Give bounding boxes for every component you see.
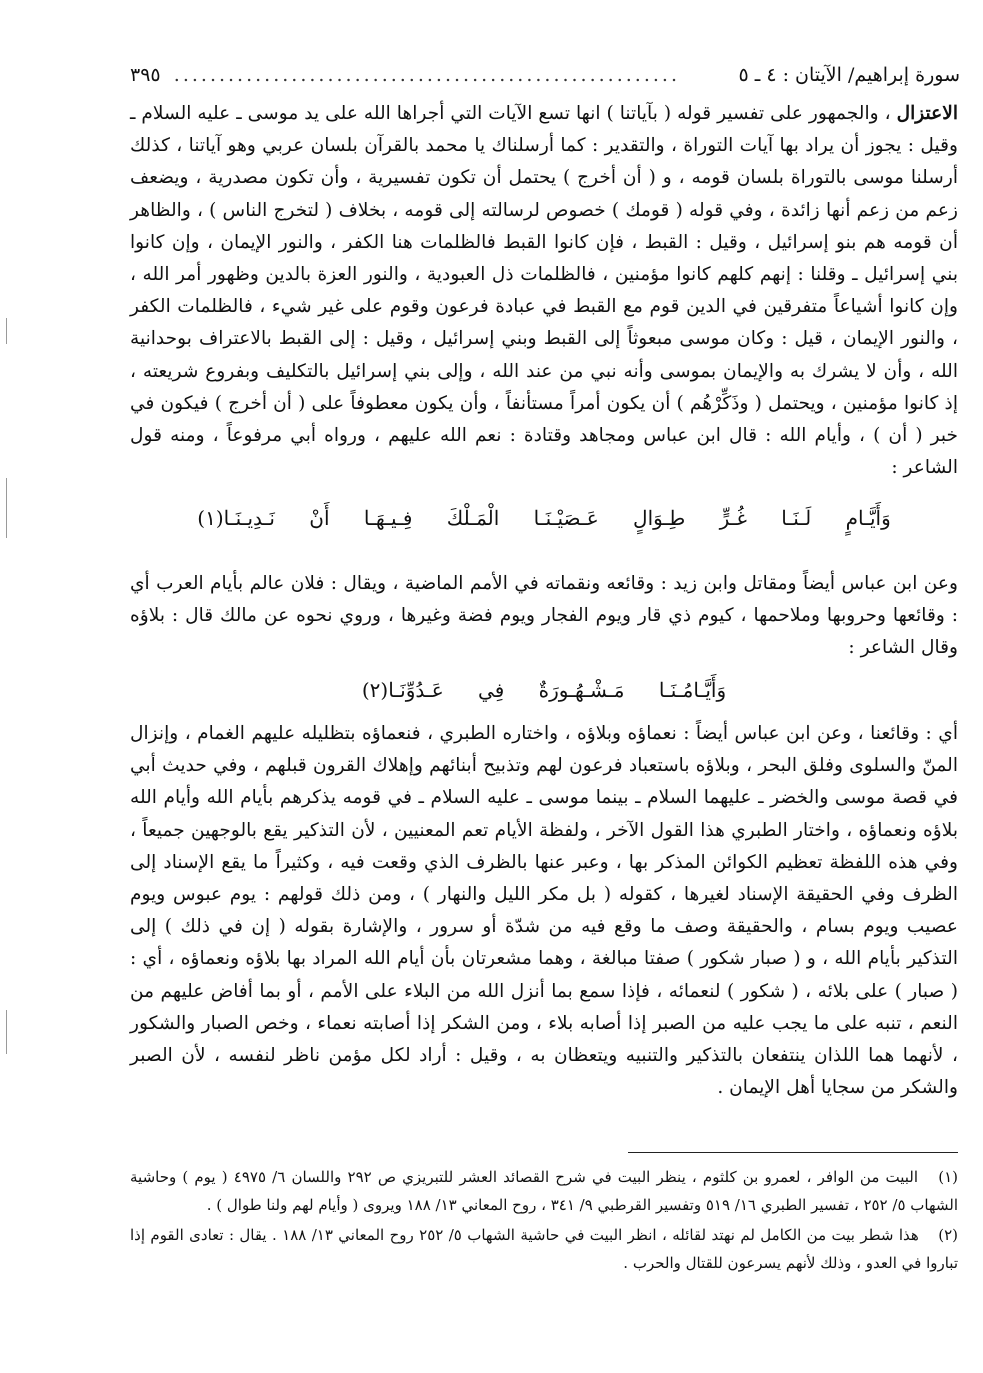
footnote (130, 1222, 958, 1277)
paragraph-text: أي : وقائعنا ، وعن ابن عباس أيضاً : نعماؤه وبلاؤه ، واختاره الطبري ، فنعماؤه بتظليله عليهم الغمام ، وإنزال المنّ والسلوى وفلق البحر ، وبلاؤه باستعباد فرعون لهم وتذبيح أبنائهم وإهلاك القرون قبلهم ، وفي حديث أبي في قصة موسى والخضر ـ عليهما السلام ـ بينما موسى ـ عليه السلام ـ في قومه يذكرهم بأيام الله وأيام الله بلاؤه ونعماؤه ، واختار الطبري هذا القول الآخر ، ولفظة الأيام تعم المعنيين ، لأن التذكير يقع بالوجهين جميعاً ، وفي هذه اللفظة تعظيم الكوائن المذكر بها ، وعبر عنها بالظرف الذي وقعت فيه ، وكثيراً ما يقع الإسناد إلى الظرف وفي الحقيقة الإسناد لغيرها ، كقوله ( بل مكر الليل والنهار ) ، ومن ذلك قولهم : يوم عبوس ويوم عصيب ويوم بسام ، والحقيقة وصف ما وقع فيه من شدّة أو سرور ، والإشارة بقوله ( إن في ذلك ) إلى التذكير بأيام الله ، و ( صبار شكور ) صفتا مبالغة ، وهما مشعرتان بأن أيام الله المراد بها بلاؤه ونعماؤه ، أي : ( صبار ) على بلائه ، ( شكور ) لنعمائه ، فإذا سمع بما أنزل الله من البلاء على الأمم ، أو بما أفاض عليهم من النعم ، تنبه على ما يجب عليه من الصبر إذا أصابه بلاء ، ومن الشكر إذا أصابته نعماء ، وخص الصبار والشكور ، لأنهما هما اللذان ينتفعان بالتذكير والتنبيه ويتعظان به ، وقيل : أراد لكل مؤمن ناظر لنفسه ، لأن الصبر والشكر من سجايا أهل الإيمان . (130, 723, 958, 1099)
body-paragraph (130, 718, 958, 1104)
page-number: ٣٩٥ (130, 64, 161, 86)
header-leader-dots: ........................................................ (173, 64, 680, 86)
footnote (130, 1164, 958, 1219)
poetry-verse: وَأَيَّـامُـنَـا مَـشْـهُـورَةٌ فِي عَـدُوِّنَـا(٢) (361, 678, 727, 702)
scan-margin-mark (6, 318, 7, 344)
footnote-number: (٢) (938, 1226, 958, 1244)
scan-margin-mark (6, 478, 7, 538)
paragraph-lead-word: الاعتزال (896, 103, 958, 124)
body-paragraph (130, 568, 958, 665)
footnote-text: البيت من الوافر ، لعمرو بن كلثوم ، ينظر البيت في شرح القصائد العشر للتبريزي ص ٢٩٢ واللسان ٦/ ٤٩٧٥ ( يوم ) وحاشية الشهاب ٥/ ٢٥٢ ، تفسير الطبري ١٦/ ٥١٩ وتفسير القرطبي ٩/ ٣٤١ ، روح المعاني ١٣/ ١٨٨ ويروى ( وأيام لهم ولنا طوال ) . (130, 1168, 958, 1214)
poetry-verse: وَأَيَّـامٍ لَـنَـا غُـرٍّ طِـوَالٍ عَـصَيْـنَـا الْمَـلْكَ فِـيـهَـا أَنْ نَـدِيـنَـا(١) (197, 506, 891, 530)
footnote-number: (١) (938, 1168, 958, 1186)
scan-margin-mark (6, 1010, 7, 1054)
body-paragraph (130, 98, 958, 484)
footnotes (130, 1164, 958, 1280)
running-header (130, 58, 960, 92)
running-header-title: سورة إبراهيم/ الآيتان : ٤ ـ ٥ (738, 64, 960, 86)
paragraph-text: وعن ابن عباس أيضاً ومقاتل وابن زيد : وقائعه ونقماته في الأمم الماضية ، ويقال : فلان عالم بأيام العرب أي : وقائعها وحروبها وملاحمها ، كيوم ذي قار ويوم الفجار ويوم فضة وغيرها ، وروي نحوه عن مالك قال : بلاؤه وقال الشاعر : (130, 573, 958, 659)
paragraph-text: ، والجمهور على تفسير قوله ( بآياتنا ) انها تسع الآيات التي أجراها الله على يد موسى ـ عليه السلام ـ وقيل : يجوز أن يراد بها آيات التوراة ، والتقدير : كما أرسلناك يا محمد بالقرآن بلسان عربي وهو آياتنا ، كذلك أرسلنا موسى بالتوراة بلسان قومه ، و ( أن أخرج ) يحتمل أن تكون تفسيرية ، وأن تكون مصدرية ، ويضعف زعم من زعم أنها زائدة ، وفي قوله ( قومك ) خصوص لرسالته إلى قومه ، بخلاف ( لتخرج الناس ) ، والظاهر أن قومه هم بنو إسرائيل ، وقيل : القبط ، فإن كانوا القبط فالظلمات هنا الكفر ، والنور الإيمان ، وإن كانوا بني إسرائيل ـ وقلنا : إنهم كلهم كانوا مؤمنين ، فالظلمات ذل العبودية ، والنور العزة بالدين وظهور أمر الله ، وإن كانوا أشياعاً متفرقين في الدين قوم مع القبط في عبادة فرعون وقوم على غير شيء ، فالظلمات الكفر ، والنور الإيمان ، قيل : وكان موسى مبعوثاً إلى القبط وبني إسرائيل ، وقيل : إلى القبط بالاعتراف بوحدانية الله ، وأن لا يشرك به والإيمان بموسى وأنه نبي من عند الله ، وإلى بني إسرائيل بالتكليف وبفروع شريعته ، إذ كانوا مؤمنين ، ويحتمل ( وذَكِّرْهُم ) أن يكون أمراً مستأنفاً ، وأن يكون معطوفاً على ( أن أخرج ) فيكون في خبر ( أن ) ، وأيام الله : قال ابن عباس ومجاهد وقتادة : نعم الله عليهم ، ورواه أبي مرفوعاً ، ومنه قول الشاعر : (130, 103, 958, 479)
footnote-text: هذا شطر بيت من الكامل لم نهتد لقائله ، انظر البيت في حاشية الشهاب ٥/ ٢٥٢ روح المعاني ١٣/ ١٨٨ . يقال : تعادى القوم إذا تباروا في العدو ، وذلك لأنهم يسرعون للقتال والحرب . (130, 1226, 958, 1272)
footnote-separator (628, 1152, 958, 1153)
